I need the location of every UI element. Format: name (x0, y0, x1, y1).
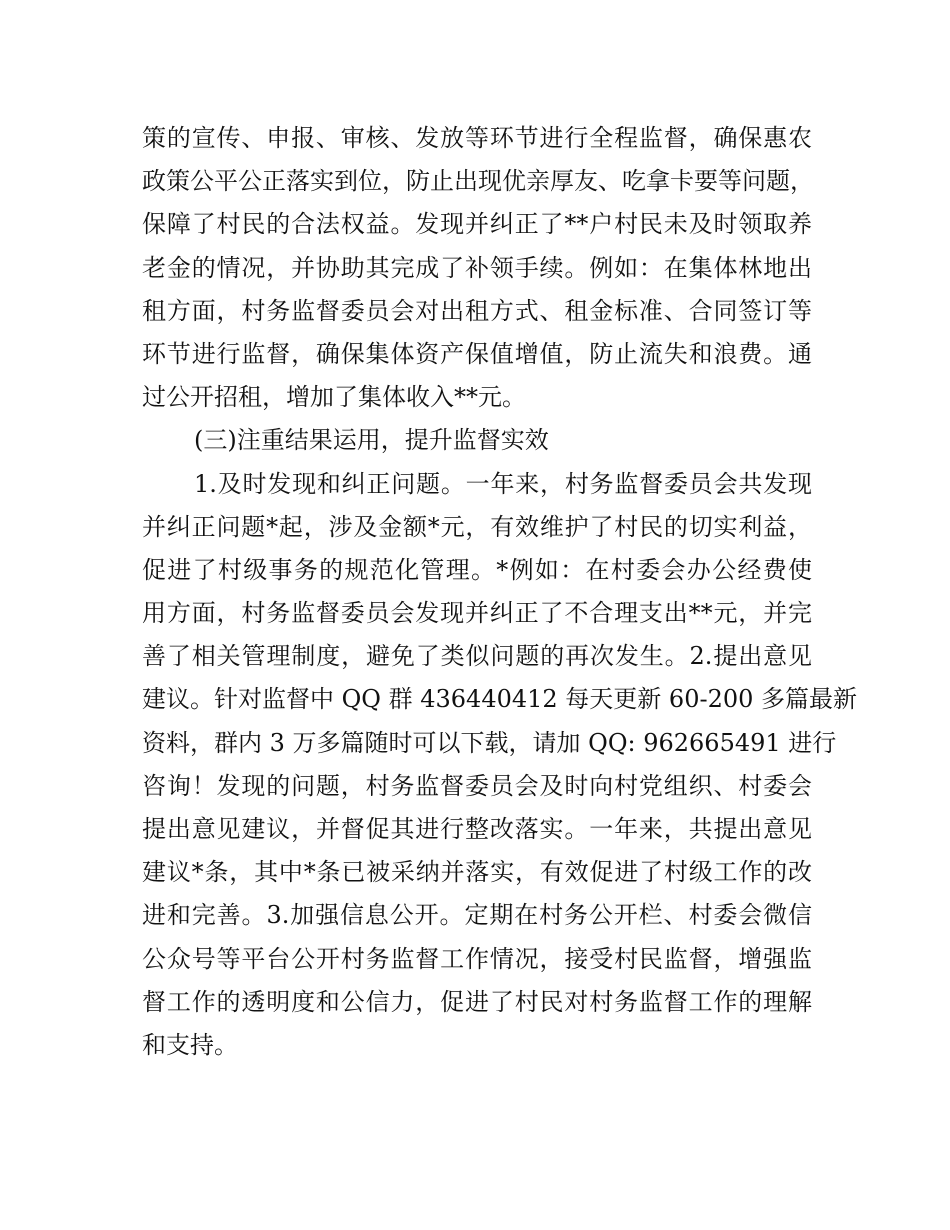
paragraph-line: 建议*条，其中*条已被采纳并落实，有效促进了村级工作的改 (142, 858, 812, 887)
document-body (142, 117, 858, 1067)
paragraph-line: 过公开招租，增加了集体收入**元。 (142, 383, 526, 412)
paragraph-line: 1.及时发现和纠正问题。一年来，村务监督委员会共发现 (194, 469, 812, 498)
paragraph-line: 环节进行监督，确保集体资产保值增值，防止流失和浪费。通 (142, 339, 812, 368)
paragraph-line: 政策公平公正落实到位，防止出现优亲厚友、吃拿卡要等问题， (142, 167, 814, 196)
paragraph-line: 租方面，村务监督委员会对出租方式、租金标准、合同签订等 (142, 296, 812, 325)
paragraph-line: 督工作的透明度和公信力，促进了村民对村务监督工作的理解 (142, 987, 812, 1016)
paragraph-line: 并纠正问题*起，涉及金额*元，有效维护了村民的切实利益， (142, 512, 812, 541)
paragraph-line: 建议。针对监督中 QQ 群 436440412 每天更新 60-200 多篇最新 (142, 685, 858, 714)
paragraph-line: 咨询！发现的问题，村务监督委员会及时向村党组织、村委会 (142, 771, 812, 800)
paragraph-line: 善了相关管理制度，避免了类似问题的再次发生。2.提出意见 (142, 642, 812, 671)
paragraph-line: 策的宣传、申报、审核、发放等环节进行全程监督，确保惠农 (142, 124, 812, 152)
paragraph-line: 用方面，村务监督委员会发现并纠正了不合理支出**元，并完 (142, 599, 812, 628)
paragraph-line: 进和完善。3.加强信息公开。定期在村务公开栏、村委会微信 (142, 901, 812, 930)
paragraph-line: 保障了村民的合法权益。发现并纠正了**户村民未及时领取养 (142, 210, 812, 239)
paragraph-line: 提出意见建议，并督促其进行整改落实。一年来，共提出意见 (142, 815, 812, 843)
paragraph-line: 促进了村级事务的规范化管理。*例如：在村委会办公经费使 (142, 555, 812, 584)
paragraph-line: 老金的情况，并协助其完成了补领手续。例如：在集体林地出 (142, 253, 812, 282)
paragraph-line: 资料，群内 3 万多篇随时可以下载，请加 QQ: 962665491 进行 (142, 728, 837, 757)
section-heading: (三)注重结果运用，提升监督实效 (194, 426, 549, 455)
paragraph-line: 和支持。 (142, 1030, 238, 1059)
paragraph-line: 公众号等平台公开村务监督工作情况，接受村民监督，增强监 (142, 944, 812, 973)
